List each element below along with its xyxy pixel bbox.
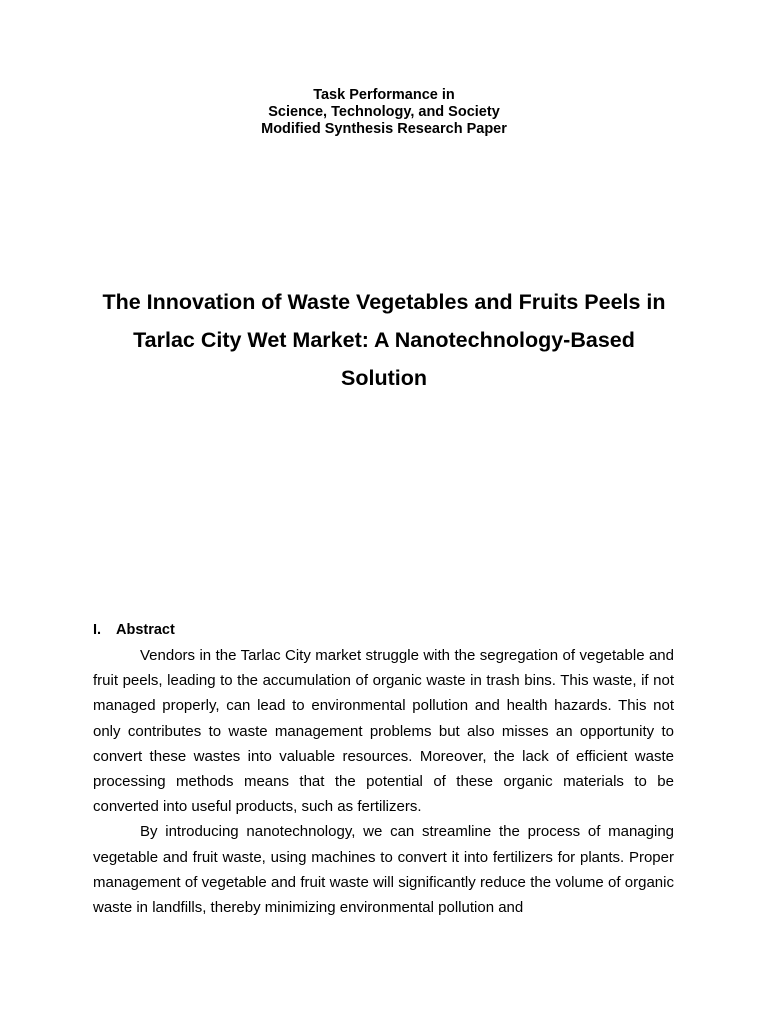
document-header (0, 87, 768, 138)
abstract-paragraph-2: By introducing nanotechnology, we can streamline the process of managing vegetable and fruit waste, using machines to convert it into fertilizers for plants. Proper management of vegetable and fruit waste will significantly reduce the volume of organic waste in landfills, thereby minimizing environmental pollution and (93, 823, 674, 917)
paper-title: The Innovation of Waste Vegetables and Fruits Peels in Tarlac City Wet Market: A Nanotechnology-Based Solution (102, 290, 666, 390)
abstract-heading (93, 621, 674, 639)
header-line-paper-type: Modified Synthesis Research Paper (261, 121, 507, 137)
section-number: I. (93, 622, 102, 638)
abstract-section (93, 621, 674, 920)
header-line-subject: Science, Technology, and Society (268, 104, 500, 120)
header-line-course-task: Task Performance in (313, 87, 455, 103)
abstract-paragraph-1: Vendors in the Tarlac City market struggle with the segregation of vegetable and fruit peels, leading to the accumulation of organic waste in trash bins. This waste, if not managed properly, can lead to environmental pollution and health hazards. This not only contributes to waste management problems but also misses an opportunity to convert these wastes into valuable resources. Moreover, the lack of efficient waste processing methods means that the potential of these organic materials to be converted into useful products, such as fertilizers. (93, 647, 674, 816)
section-heading-text: Abstract (116, 622, 175, 638)
